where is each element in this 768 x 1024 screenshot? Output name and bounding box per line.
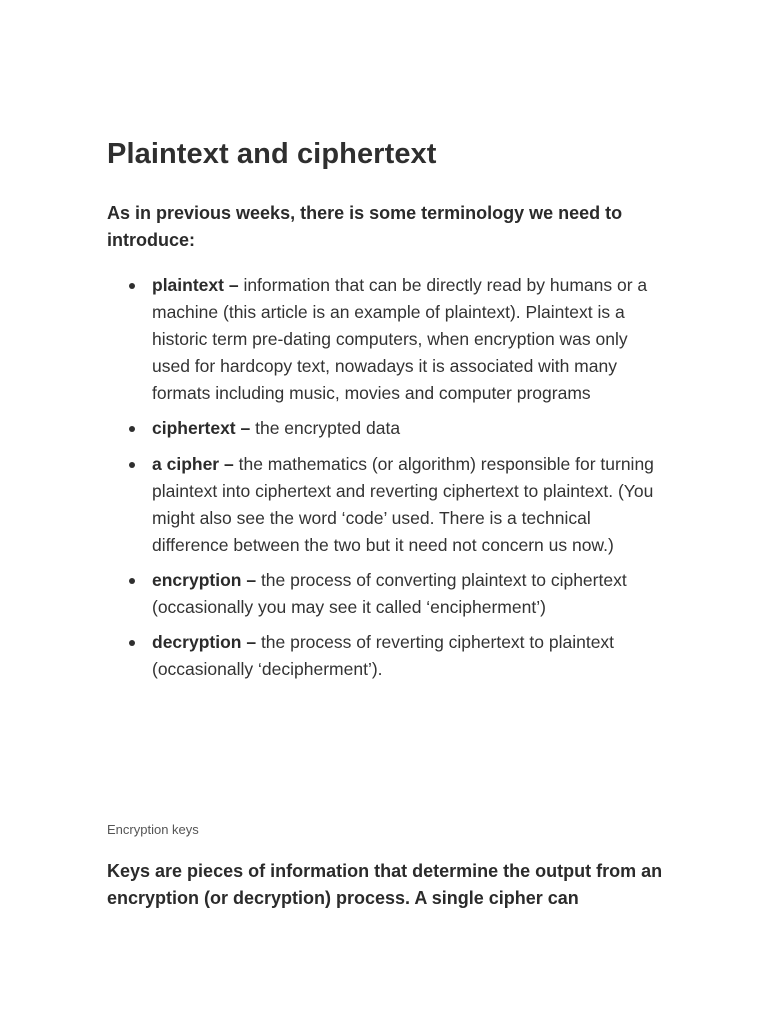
keys-paragraph: Keys are pieces of information that determine the output from an encryption (or decryption) process. A single cipher can <box>107 861 663 908</box>
term-label: a cipher – <box>152 454 239 474</box>
bullet-icon <box>129 426 135 432</box>
bullet-icon <box>129 283 135 289</box>
list-item-plaintext <box>107 272 667 407</box>
list-item-ciphertext <box>107 415 667 442</box>
term-label: encryption – <box>152 570 261 590</box>
bullet-icon <box>129 640 135 646</box>
term-definition: the encrypted data <box>255 418 401 438</box>
term-definition: the mathematics (or algorithm) responsible for turning plaintext into ciphertext and reverting ciphertext to plaintext. (You might also see the word ‘code’ used. There is a technical difference between the two but it need not concern us now.) <box>152 454 654 555</box>
term-label: ciphertext – <box>152 418 256 438</box>
term-label: decryption – <box>152 632 261 652</box>
term-definition: the process of converting plaintext to ciphertext (occasionally you may see it called ‘encipherment’) <box>152 570 627 617</box>
list-item-cipher <box>107 451 667 559</box>
list-item-decryption <box>107 629 667 683</box>
bullet-icon <box>129 578 135 584</box>
bullet-icon <box>129 462 135 468</box>
section-heading-encryption-keys: Encryption keys <box>107 822 199 837</box>
term-definition: the process of reverting ciphertext to plaintext (occasionally ‘decipherment’). <box>152 632 615 679</box>
list-item-encryption <box>107 567 667 621</box>
term-definition: information that can be directly read by humans or a machine (this article is an example of plaintext). Plaintext is a historic term pre-dating computers, when encryption was only used for hardcopy text, nowadays it is associated with many formats including music, movies and computer programs <box>152 275 648 403</box>
terminology-list <box>107 272 667 683</box>
page-title: Plaintext and ciphertext <box>107 138 437 170</box>
term-label: plaintext – <box>152 275 244 295</box>
intro-paragraph: As in previous weeks, there is some terminology we need to introduce: <box>107 203 623 250</box>
